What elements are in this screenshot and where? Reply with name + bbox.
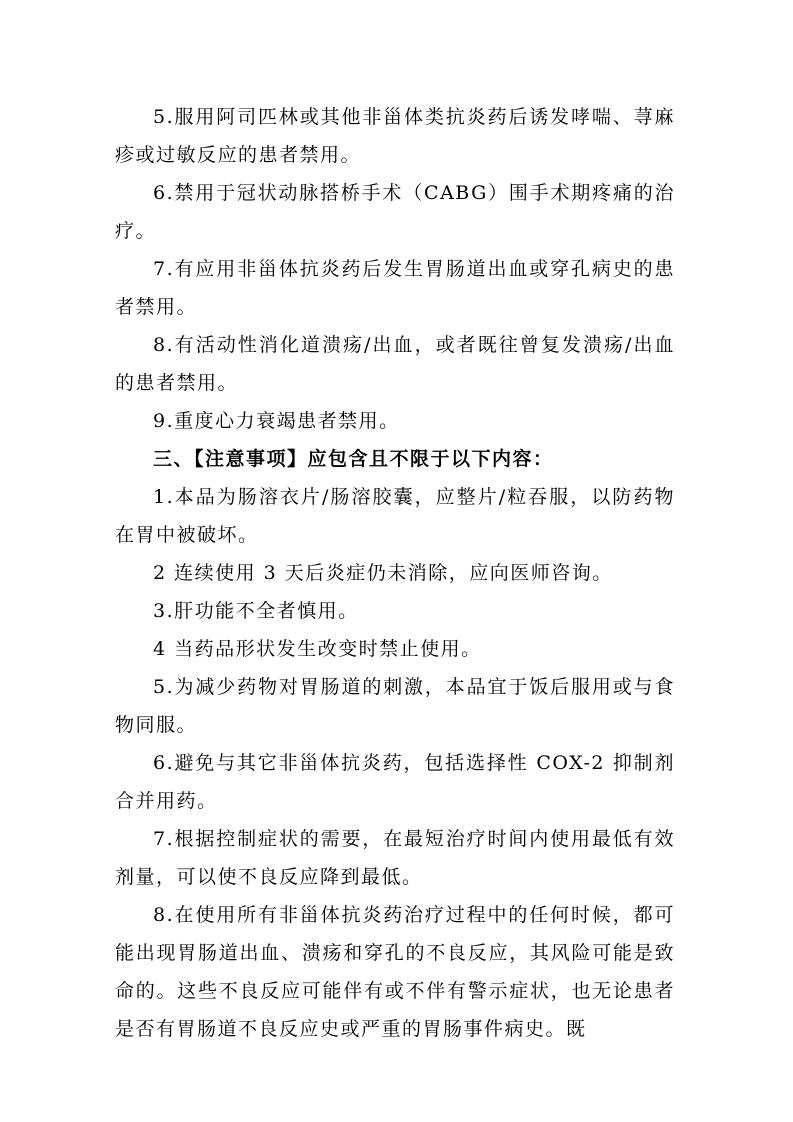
contraindication-item-8: 8.有活动性消化道溃疡/出血，或者既往曾复发溃疡/出血的患者禁用。 <box>115 334 675 394</box>
precaution-item-8: 8.在使用所有非甾体抗炎药治疗过程中的任何时候，都可能出现胃肠道出血、溃疡和穿孔的不良反应，其风险可能是致命的。这些不良反应可能伴有或不伴有警示症状，也无论患者是否有胃肠道不良反应史或严重的胃肠事件病史。既 <box>115 904 675 1040</box>
contraindication-item-9: 9.重度心力衰竭患者禁用。 <box>153 410 400 432</box>
contraindication-item-6: 6.禁用于冠状动脉搭桥手术（CABG）围手术期疼痛的治疗。 <box>115 182 675 242</box>
precaution-item-2: 2 连续使用 3 天后炎症仍未消除，应向医师咨询。 <box>153 562 613 584</box>
precaution-item-3: 3.肝功能不全者慎用。 <box>153 600 359 622</box>
document-body <box>115 98 675 1048</box>
precaution-item-1: 1.本品为肠溶衣片/肠溶胶囊，应整片/粒吞服，以防药物在胃中被破坏。 <box>115 486 675 546</box>
precaution-item-4: 4 当药品形状发生改变时禁止使用。 <box>153 638 482 660</box>
contraindication-item-7: 7.有应用非甾体抗炎药后发生胃肠道出血或穿孔病史的患者禁用。 <box>115 258 675 318</box>
precaution-item-7: 7.根据控制症状的需要，在最短治疗时间内使用最低有效剂量，可以使不良反应降到最低。 <box>115 828 675 888</box>
contraindication-item-5: 5.服用阿司匹林或其他非甾体类抗炎药后诱发哮喘、荨麻疹或过敏反应的患者禁用。 <box>115 106 675 166</box>
precaution-item-5: 5.为减少药物对胃肠道的刺激，本品宜于饭后服用或与食物同服。 <box>115 676 675 736</box>
precaution-item-6: 6.避免与其它非甾体抗炎药，包括选择性 COX-2 抑制剂合并用药。 <box>115 752 675 812</box>
precautions-heading: 三、【注意事项】应包含且不限于以下内容： <box>153 448 554 470</box>
